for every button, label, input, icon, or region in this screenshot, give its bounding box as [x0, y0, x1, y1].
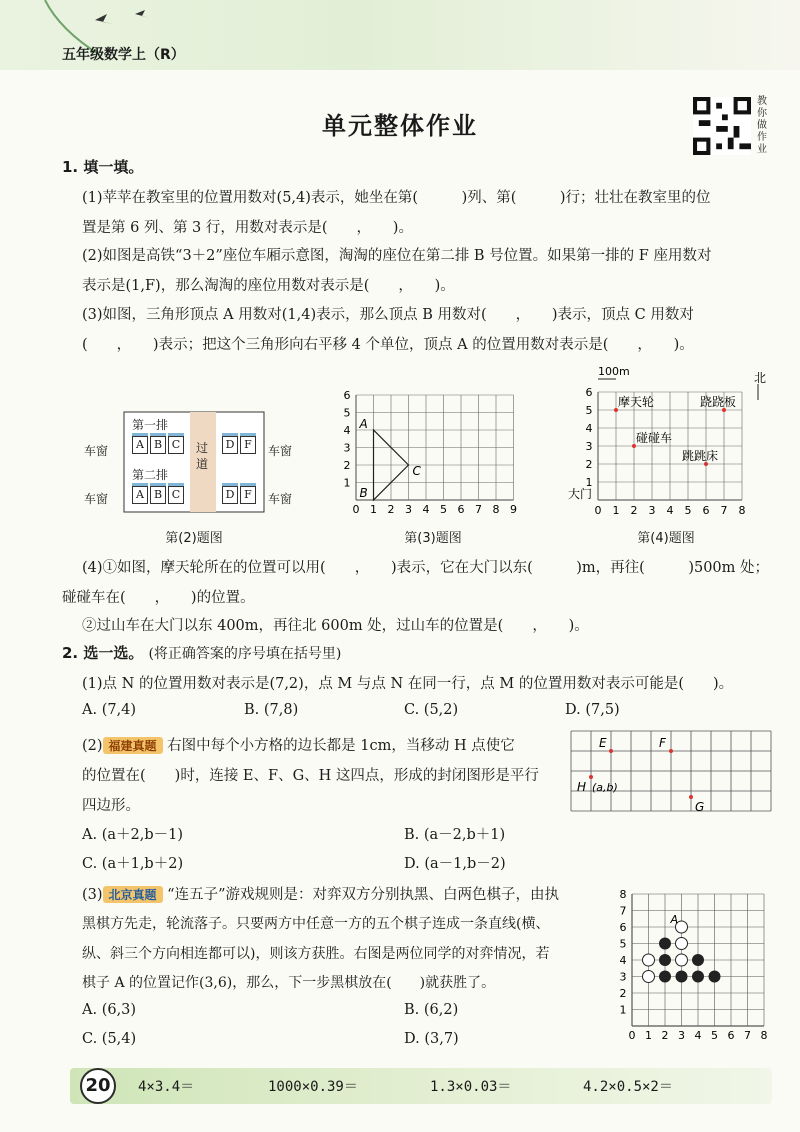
q2-3-line-b: 黑棋方先走，轮流落子。只要两方中任意一方的五个棋子连成一条直线(横、: [82, 916, 550, 932]
fig3-xtick: 3: [405, 503, 412, 515]
q2-3-number: (3): [82, 887, 103, 903]
fig5-point-F: [669, 749, 673, 753]
fig2-seat-A-row1: A: [132, 436, 148, 454]
section-2-heading-row: [62, 642, 341, 663]
fig2-window-right-2: 车窗: [268, 492, 293, 506]
fig3-ytick: 3: [343, 441, 351, 455]
fig4-xtick: 8: [738, 504, 746, 517]
q2-2-tag: 福建真题: [103, 737, 163, 754]
fig4-park-map: [568, 362, 778, 518]
q2-2-option-a: A. (a＋2,b－1): [82, 827, 183, 843]
qr-label: 教你做作业: [757, 96, 767, 155]
fig6-xtick: 6: [727, 1029, 735, 1040]
fig2-seat-B-row2: B: [150, 486, 166, 504]
fig6-gomoku-board: [618, 880, 776, 1040]
fig4-place-label: 跷跷板: [700, 395, 737, 409]
fig2-row1-label: 第一排: [132, 418, 169, 432]
fig2-seat-A-row2: A: [132, 486, 148, 504]
fig4-caption: 第(4)题图: [637, 531, 695, 546]
fig3-vertex-C: C: [412, 464, 421, 478]
fig6-ytick: 3: [619, 970, 627, 984]
fig6-xtick: 4: [694, 1029, 702, 1040]
fig6-black-stone: [659, 954, 671, 966]
q2-2-line-a: [82, 734, 515, 755]
footer-calc-1: 4×3.4＝: [138, 1079, 195, 1095]
q1-4-line-a: (4)①如图，摩天轮所在的位置可以用( ， )表示，它在大门以东( )m，再往( )500m 处；: [82, 560, 770, 576]
q1-4-line-b: 碰碰车在( ， )的位置。: [62, 590, 255, 606]
fig2-seat-D-row1: D: [222, 436, 238, 454]
fig4-place-label: 跳跳床: [682, 449, 719, 463]
fig3-xtick: 5: [440, 503, 447, 515]
q1-4-line-c: ②过山车在大门以东 400m，再往北 600m 处，过山车的位置是( ， )。: [82, 618, 589, 634]
q2-2-number: (2): [82, 738, 103, 754]
q1-1-line-b: 置是第 6 列、第 3 行，用数对表示是( ， )。: [82, 220, 413, 236]
q1-3-line-a: (3)如图，三角形顶点 A 用数对(1,4)表示，那么顶点 B 用数对( ， )表示，顶点 C 用数对: [82, 307, 694, 323]
footer-calc-3: 1.3×0.03＝: [430, 1079, 512, 1095]
footer-calc-2: 1000×0.39＝: [268, 1079, 358, 1095]
fig6-black-stone: [676, 971, 688, 983]
fig4-north-label: 北: [754, 371, 767, 385]
fig2-aisle-label: 过道: [196, 441, 209, 471]
fig6-xtick: 5: [711, 1029, 718, 1040]
fig6-ytick: 6: [619, 921, 627, 934]
q2-1-option-d: D. (7,5): [565, 702, 620, 718]
fig6-black-stone: [692, 954, 704, 966]
fig2-window-right-1: 车窗: [268, 444, 293, 458]
fig3-vertex-A: A: [359, 417, 368, 431]
fig6-xtick: 8: [760, 1029, 768, 1040]
fig5-label-H: H: [577, 780, 587, 794]
fig3-ytick: 2: [343, 459, 351, 472]
fig4-ytick: 4: [585, 422, 593, 435]
q2-3-option-c: C. (5,4): [82, 1031, 137, 1047]
q2-1-text: (1)点 N 的位置用数对表示是(7,2)，点 M 与点 N 在同一行，点 M 的位置用数对表示可能是( )。: [82, 676, 734, 692]
fig3-caption: 第(3)题图: [404, 531, 462, 546]
q1-3-line-b: ( ， )表示；把这个三角形向右平移 4 个单位，顶点 A 的位置用数对表示是( ， )。: [82, 337, 694, 353]
q2-3-line-d: 棋子 A 的位置记作(3,6)，那么，下一步黑棋放在( )就获胜了。: [82, 975, 496, 991]
q2-1-option-b: B. (7,8): [244, 702, 299, 718]
q1-1-line-a: (1)苹苹在教室里的位置用数对(5,4)表示，她坐在第( )列、第( )行；壮壮在教室里的位: [82, 190, 711, 206]
fig3-xtick: 7: [475, 503, 482, 515]
fig6-ytick: 5: [619, 937, 627, 951]
fig4-xtick: 6: [702, 504, 710, 517]
fig2-window-left-1: 车窗: [84, 444, 109, 458]
q2-3-line-a: [82, 883, 559, 904]
fig3-grid-chart: [336, 380, 526, 515]
fig3-vertex-B: B: [359, 486, 368, 500]
fig3-xtick: 2: [387, 503, 395, 515]
fig3-xtick: 0: [352, 503, 360, 515]
fig3-ytick: 6: [343, 389, 351, 402]
fig6-ytick: 1: [619, 1003, 627, 1017]
fig6-black-stone: [692, 971, 704, 983]
fig3-xtick: 9: [510, 503, 517, 515]
fig5-parallelogram-grid: [570, 730, 772, 822]
fig5-label-G: G: [695, 800, 705, 814]
q1-2-line-b: 表示是(1,F)，那么淘淘的座位用数对表示是( ， )。: [82, 278, 455, 294]
fig6-xtick: 7: [744, 1029, 751, 1040]
footer-calc-4: 4.2×0.5×2＝: [583, 1079, 673, 1095]
section-2-note: (将正确答案的序号填在括号里): [148, 646, 342, 662]
q2-2-option-b: B. (a－2,b＋1): [404, 827, 506, 843]
fig5-label-E: E: [599, 736, 607, 750]
section-2-heading: 2. 选一选。: [62, 644, 144, 662]
fig4-ytick: 5: [585, 404, 593, 417]
fig3-ytick: 1: [343, 476, 351, 490]
fig2-seat-F-row2: F: [240, 486, 256, 504]
fig6-label-A: A: [670, 913, 679, 926]
fig3-ytick: 4: [343, 424, 351, 437]
fig6-black-stone: [659, 971, 671, 983]
fig4-xtick: 3: [648, 504, 656, 517]
fig2-seat-C-row2: C: [168, 486, 184, 504]
fig5-h-coordinate: (a,b): [592, 781, 618, 794]
fig2-seat-F-row1: F: [240, 436, 256, 454]
fig4-place-label: 碰碰车: [636, 431, 673, 445]
fig6-xtick: 2: [661, 1029, 669, 1040]
fig6-black-stone: [709, 971, 721, 983]
fig2-seat-D-row2: D: [222, 486, 238, 504]
fig6-ytick: 2: [619, 987, 627, 1000]
fig3-xtick: 1: [370, 503, 377, 515]
fig3-xtick: 8: [492, 503, 500, 515]
q2-2-option-c: C. (a＋1,b＋2): [82, 856, 184, 872]
q2-3-tag: 北京真题: [103, 886, 163, 903]
qr-code-icon[interactable]: [693, 97, 751, 155]
q2-3-option-a: A. (6,3): [82, 1002, 137, 1018]
fig6-white-stone: [676, 954, 688, 966]
fig6-black-stone: [659, 938, 671, 950]
fig6-xtick: 1: [645, 1029, 652, 1040]
fig4-xtick: 7: [720, 504, 728, 517]
fig3-xtick: 4: [422, 503, 430, 515]
fig6-ytick: 4: [619, 954, 627, 967]
fig6-ytick: 8: [619, 888, 627, 901]
fig6-white-stone: [643, 971, 655, 983]
q2-1-option-a: A. (7,4): [82, 702, 137, 718]
fig4-xtick: 0: [594, 504, 602, 517]
fig3-xtick: 6: [457, 503, 465, 515]
fig2-seat-C-row1: C: [168, 436, 184, 454]
fig4-ytick: 2: [585, 458, 593, 471]
fig2-caption: 第(2)题图: [165, 531, 223, 546]
fig4-xtick: 1: [612, 504, 620, 517]
page-title: 单元整体作业: [322, 112, 478, 140]
section-1-heading: 1. 填一填。: [62, 158, 144, 176]
fig6-white-stone: [676, 938, 688, 950]
fig5-label-F: F: [659, 736, 666, 750]
fig6-white-stone: [643, 954, 655, 966]
q2-2-line-b: 的位置在( )时，连接 E、F、G、H 这四点，形成的封闭图形是平行: [82, 768, 539, 784]
q2-1-option-c: C. (5,2): [404, 702, 459, 718]
fig5-point-E: [609, 749, 613, 753]
fig4-gate-label: 大门: [568, 487, 593, 501]
q2-2-option-d: D. (a－1,b－2): [404, 856, 506, 872]
q2-2-text-a: 右图中每个小方格的边长都是 1cm，当移动 H 点使它: [167, 738, 515, 754]
fig5-point-G: [689, 795, 693, 799]
fig4-xtick: 2: [630, 504, 638, 517]
page-number: 20: [80, 1068, 116, 1104]
fig6-xtick: 3: [678, 1029, 685, 1040]
fig4-ytick: 6: [585, 386, 593, 399]
fig2-seat-diagram: [84, 410, 304, 520]
q2-3-line-c: 纵、斜三个方向相连都可以)，则该方获胜。右图是两位同学的对弈情况，若: [82, 946, 550, 962]
book-label: 五年级数学上（R）: [62, 47, 185, 63]
q1-2-line-a: (2)如图是高铁“3＋2”座位车厢示意图，淘淘的座位在第二排 B 号位置。如果第一排的 F 座用数对: [82, 248, 712, 264]
q2-3-option-b: B. (6,2): [404, 1002, 459, 1018]
fig4-scale-label: 100m: [598, 365, 630, 378]
fig6-xtick: 0: [628, 1029, 636, 1040]
fig4-ytick: 3: [585, 440, 593, 453]
q2-3-option-d: D. (3,7): [404, 1031, 459, 1047]
fig2-window-left-2: 车窗: [84, 492, 109, 506]
fig2-row2-label: 第二排: [132, 468, 169, 482]
fig4-place-label: 摩天轮: [618, 395, 655, 409]
q2-2-line-c: 四边形。: [82, 798, 140, 814]
fig5-point-H: [589, 775, 593, 779]
fig4-xtick: 4: [666, 504, 674, 517]
fig3-ytick: 5: [343, 406, 351, 420]
fig4-xtick: 5: [684, 504, 692, 517]
fig2-seat-B-row1: B: [150, 436, 166, 454]
fig4-ytick: 1: [585, 476, 593, 489]
q2-3-text-a: “连五子”游戏规则是：对弈双方分别执黑、白两色棋子，由执: [167, 887, 559, 903]
fig6-ytick: 7: [619, 904, 627, 918]
